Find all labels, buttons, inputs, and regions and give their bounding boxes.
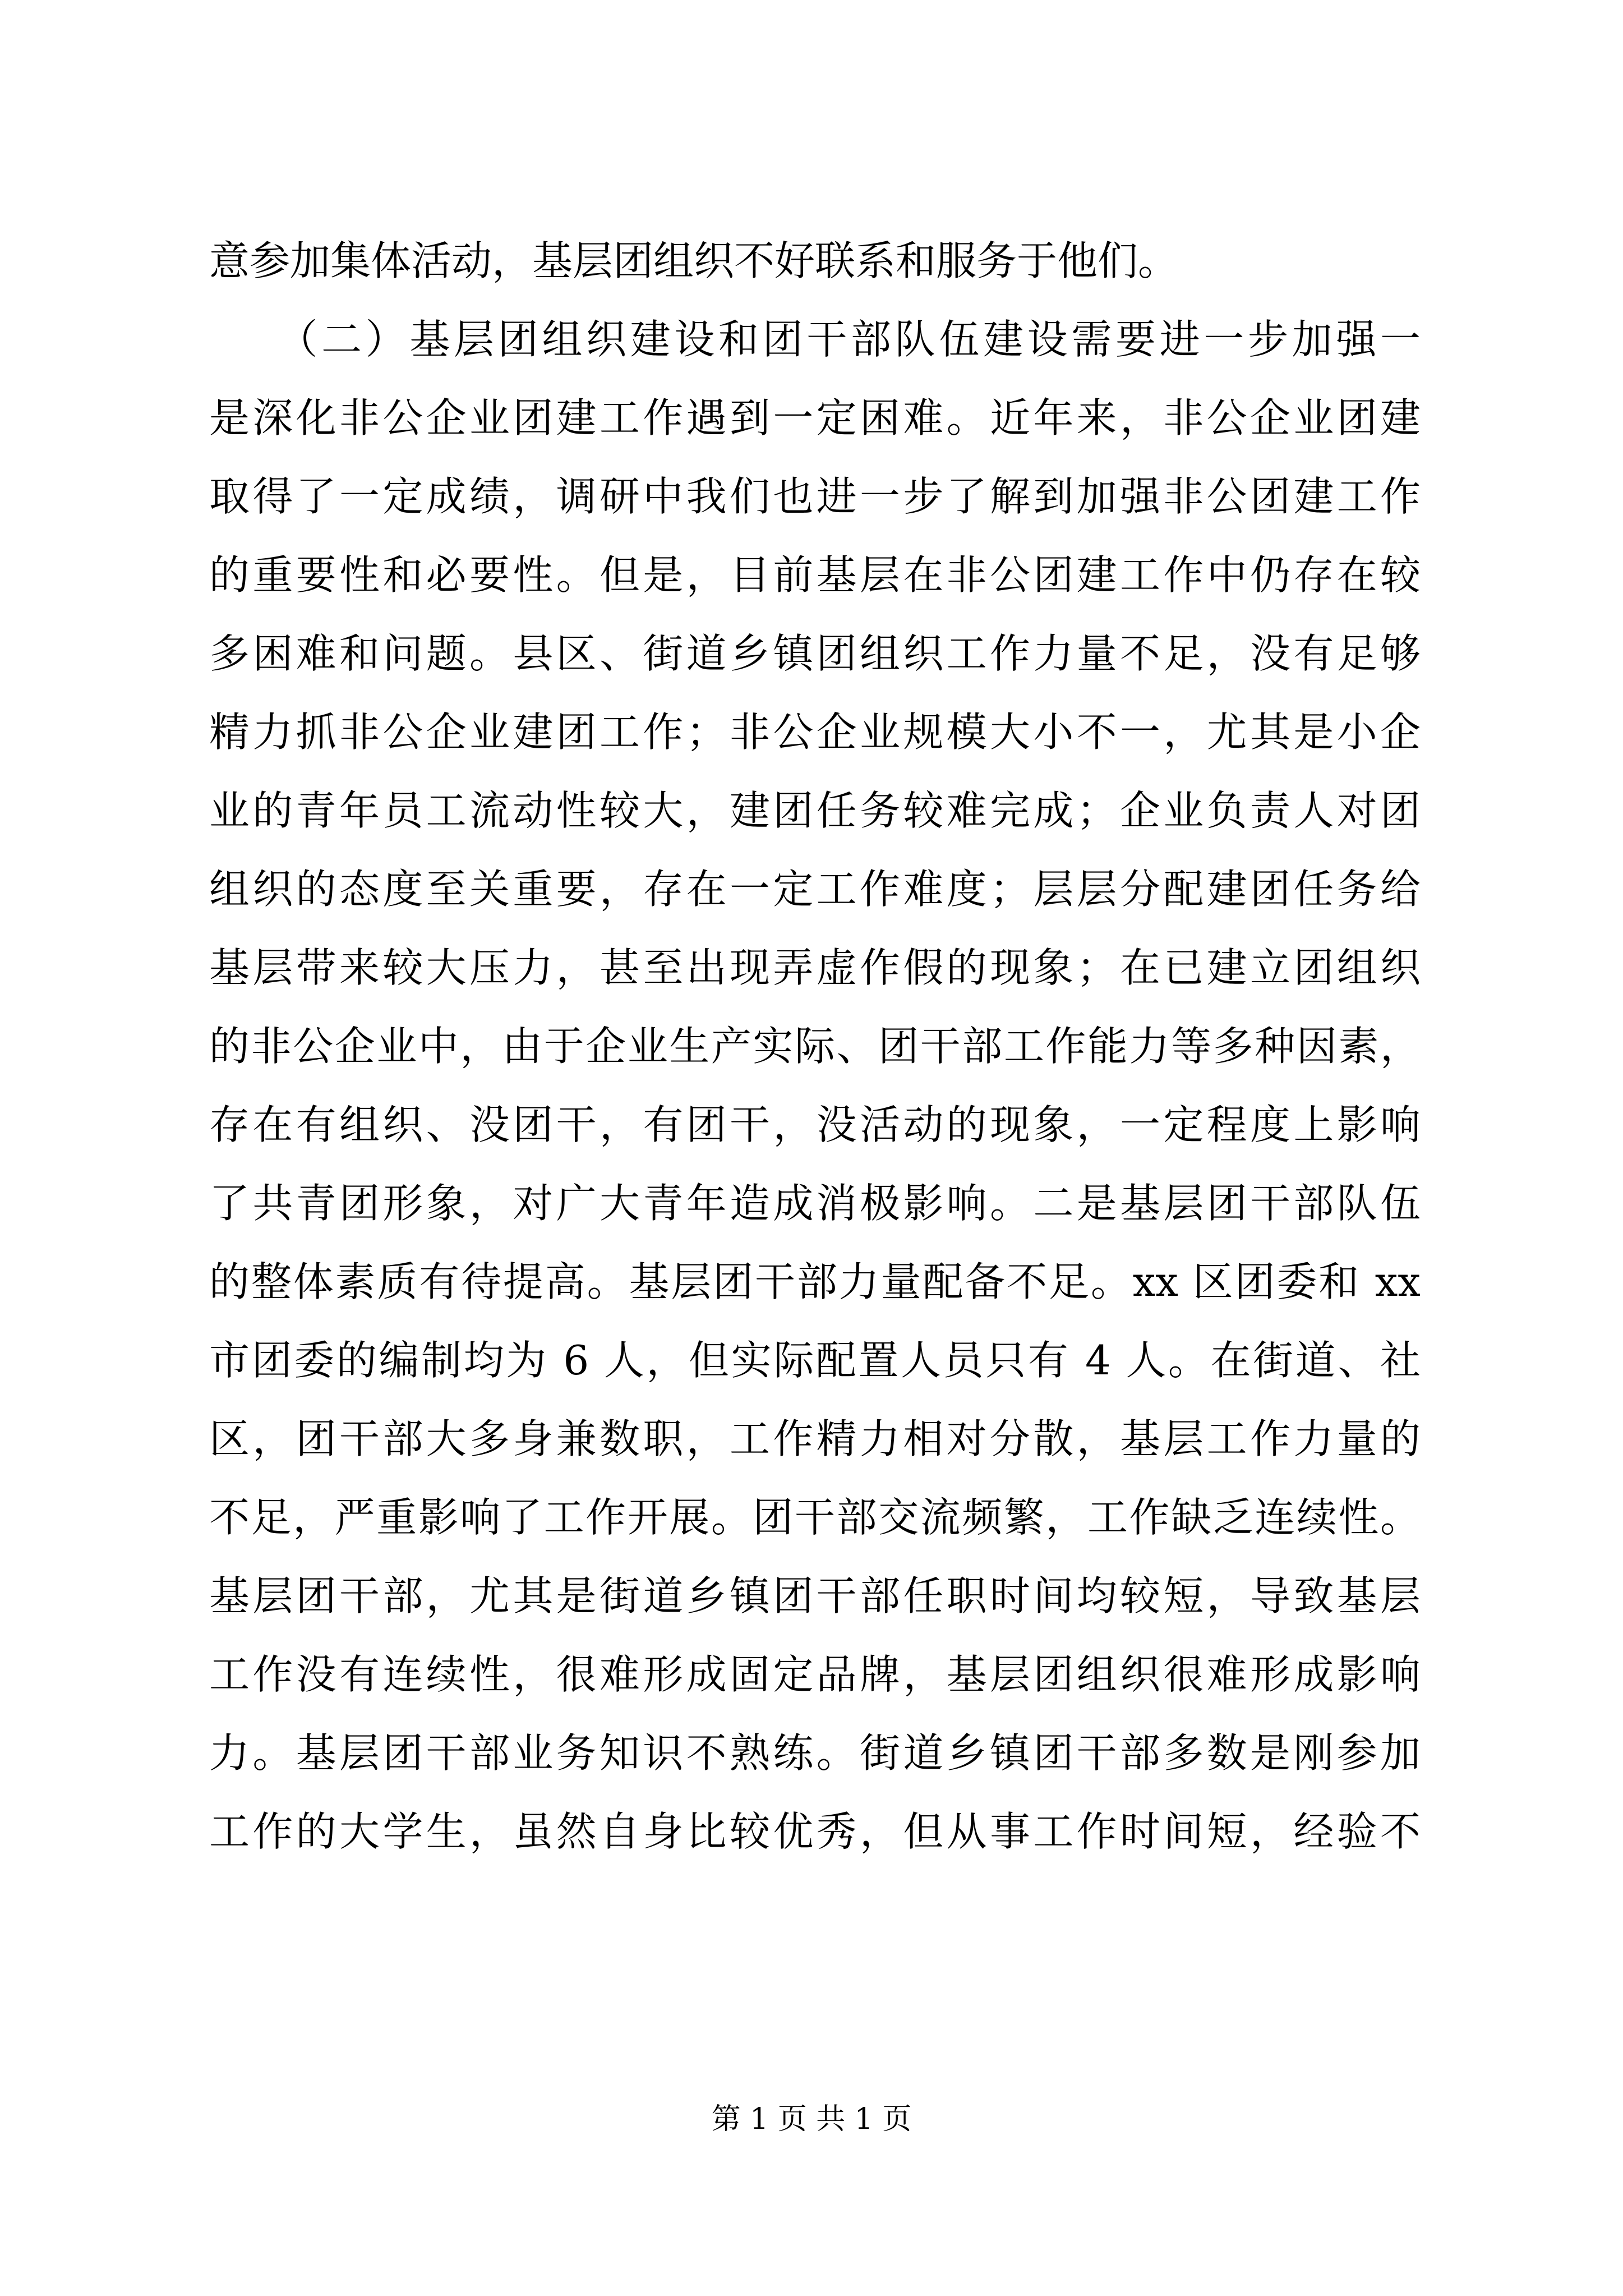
text-line: 市团委的编制均为 6 人，但实际配置人员只有 4 人。在街道、社 (209, 1337, 1421, 1384)
text-line: 精力抓非公企业建团工作；非公企业规模大小不一，尤其是小企 (209, 708, 1421, 756)
text-line: 了共青团形象，对广大青年造成消极影响。二是基层团干部队伍 (209, 1180, 1421, 1227)
text-line: 业的青年员工流动性较大，建团任务较难完成；企业负责人对团 (209, 787, 1421, 834)
text-line: 工作没有连续性，很难形成固定品牌，基层团组织很难形成影响 (209, 1651, 1421, 1698)
text-line: 区，团干部大多身兼数职，工作精力相对分散，基层工作力量的 (209, 1415, 1421, 1462)
text-line: 工作的大学生，虽然自身比较优秀，但从事工作时间短，经验不 (209, 1808, 1421, 1855)
text-line: 基层团干部，尤其是街道乡镇团干部任职时间均较短，导致基层 (209, 1572, 1421, 1619)
text-line: 基层带来较大压力，甚至出现弄虚作假的现象；在已建立团组织 (209, 944, 1421, 991)
text-line: 的重要性和必要性。但是，目前基层在非公团建工作中仍存在较 (209, 551, 1421, 599)
text-line: 的非公企业中，由于企业生产实际、团干部工作能力等多种因素， (209, 1023, 1421, 1070)
text-line: 是深化非公企业团建工作遇到一定困难。近年来，非公企业团建 (209, 394, 1421, 441)
text-line: （二）基层团组织建设和团干部队伍建设需要进一步加强一 (209, 316, 1421, 363)
text-line: 存在有组织、没团干，有团干，没活动的现象，一定程度上影响 (209, 1101, 1421, 1148)
text-line: 的整体素质有待提高。基层团干部力量配备不足。xx 区团委和 xx (209, 1258, 1421, 1305)
text-line: 组织的态度至关重要，存在一定工作难度；层层分配建团任务给 (209, 866, 1421, 913)
text-line: 力。基层团干部业务知识不熟练。街道乡镇团干部多数是刚参加 (209, 1729, 1421, 1777)
body-text (209, 222, 1421, 1871)
page-number-label: 第 1 页 共 1 页 (711, 2102, 912, 2136)
text-line: 多困难和问题。县区、街道乡镇团组织工作力量不足，没有足够 (209, 630, 1421, 677)
text-line: 不足，严重影响了工作开展。团干部交流频繁，工作缺乏连续性。 (209, 1494, 1421, 1541)
text-line: 意参加集体活动，基层团组织不好联系和服务于他们。 (209, 237, 1179, 284)
page-footer (0, 2095, 1623, 2137)
text-line: 取得了一定成绩，调研中我们也进一步了解到加强非公团建工作 (209, 473, 1421, 520)
